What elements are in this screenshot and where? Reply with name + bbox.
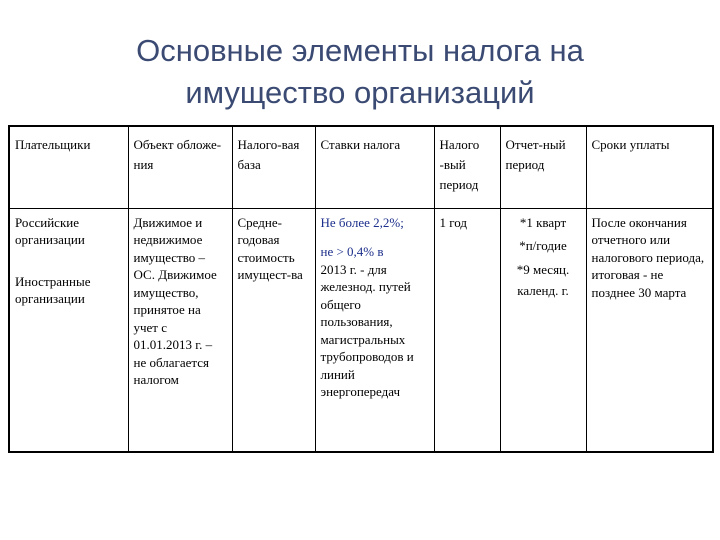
cell-rates xyxy=(315,208,434,452)
report-q1: *1 кварт xyxy=(519,214,567,230)
report-9-months: *9 месяц. xyxy=(516,261,570,277)
page-title xyxy=(0,30,720,114)
rate-railway-detail: 2013 г. - для железнод. путей общего пользования, магистральных трубопроводов и линий энергопередач xyxy=(320,261,414,399)
cell-object xyxy=(128,208,232,452)
report-half-year: *п/годие xyxy=(519,238,567,253)
header-payers: Плательщики xyxy=(9,126,128,208)
tax-elements-table xyxy=(8,125,714,453)
header-rates: Ставки налога xyxy=(315,126,434,208)
title-line-1: Основные элементы налога на xyxy=(136,33,584,68)
header-deadlines: Сроки уплаты xyxy=(586,126,713,208)
header-object: Объект обложе-ния xyxy=(128,126,232,208)
object-main: Движимое и недвижимое имущество – ОС. xyxy=(133,214,206,282)
header-base: Налого-вая база xyxy=(232,126,315,208)
header-tax-period: Налого -вый период xyxy=(434,126,500,208)
cell-base: Средне-годовая стоимость имущест-ва xyxy=(232,208,315,452)
cell-payers xyxy=(9,208,128,452)
payer-foreign: Иностранные организации xyxy=(15,273,91,306)
object-exempt: Движимое имущество, принятое на учет с 01.01.2013 г. – не облагается налогом xyxy=(133,267,217,387)
title-line-2: имущество организаций xyxy=(185,75,535,110)
rate-railway-prefix: не > 0,4% в xyxy=(320,244,384,259)
header-row xyxy=(9,126,713,208)
table-row xyxy=(9,208,713,452)
cell-report-period xyxy=(500,208,586,452)
rate-general: Не более 2,2%; xyxy=(320,214,404,230)
report-calendar-year: календ. г. xyxy=(517,283,569,298)
cell-deadlines: После окончания отчетного или налогового периода, итоговая - не позднее 30 марта xyxy=(586,208,713,452)
cell-tax-period: 1 год xyxy=(434,208,500,452)
header-report-period: Отчет-ный период xyxy=(500,126,586,208)
payer-russian: Российские организации xyxy=(15,214,85,247)
